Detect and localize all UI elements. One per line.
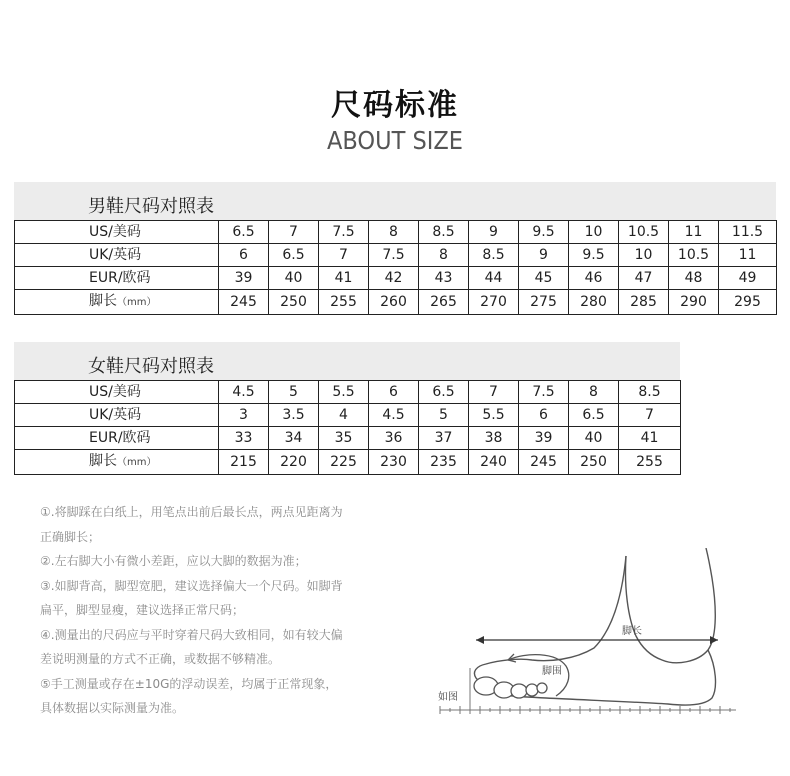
size-cell: 44 [469, 267, 519, 290]
men-size-section [14, 182, 777, 315]
note-line: 差说明测量的方式不正确，或数据不够精准。 [40, 652, 281, 666]
size-cell: 290 [669, 290, 719, 315]
table-row [15, 221, 777, 244]
size-cell: 10.5 [669, 244, 719, 267]
size-cell: 6.5 [219, 221, 269, 244]
table-row [15, 381, 681, 404]
table-row [15, 404, 681, 427]
page-subtitle: ABOUT SIZE [327, 126, 463, 155]
size-cell: 250 [269, 290, 319, 315]
men-size-table [14, 220, 777, 315]
size-cell: 4.5 [219, 381, 269, 404]
size-cell: 3 [219, 404, 269, 427]
size-cell: 255 [319, 290, 369, 315]
size-cell: 48 [669, 267, 719, 290]
size-cell: 265 [419, 290, 469, 315]
size-cell: 33 [219, 427, 269, 450]
size-cell: 295 [719, 290, 777, 315]
size-cell: 43 [419, 267, 469, 290]
size-cell: 8.5 [419, 221, 469, 244]
size-cell: 10 [569, 221, 619, 244]
size-cell: 10 [619, 244, 669, 267]
foot-diagram [436, 548, 746, 723]
row-label [15, 244, 219, 267]
foot-length-label: 脚长 [622, 626, 642, 637]
size-cell: 11.5 [719, 221, 777, 244]
size-cell: 6.5 [569, 404, 619, 427]
row-label-text: EUR/欧码 [89, 270, 151, 286]
size-cell: 280 [569, 290, 619, 315]
size-cell: 7 [269, 221, 319, 244]
women-size-table [14, 380, 681, 475]
size-cell: 225 [319, 450, 369, 475]
size-cell: 38 [469, 427, 519, 450]
size-cell: 4 [319, 404, 369, 427]
women-size-title: 女鞋尺码对照表 [14, 342, 680, 380]
size-cell: 39 [219, 267, 269, 290]
size-cell: 35 [319, 427, 369, 450]
size-cell: 4.5 [369, 404, 419, 427]
size-cell: 255 [619, 450, 681, 475]
note-line: ②.左右脚大小有微小差距，应以大脚的数据为准； [40, 554, 307, 568]
size-cell: 42 [369, 267, 419, 290]
row-unit: （mm） [117, 297, 157, 308]
size-cell: 34 [269, 427, 319, 450]
size-cell: 9 [469, 221, 519, 244]
size-cell: 5.5 [319, 381, 369, 404]
size-cell: 245 [519, 450, 569, 475]
men-size-title: 男鞋尺码对照表 [14, 182, 776, 220]
table-row [15, 244, 777, 267]
size-cell: 8 [369, 221, 419, 244]
size-cell: 7 [469, 381, 519, 404]
row-label-text: EUR/欧码 [89, 430, 151, 446]
size-cell: 6.5 [269, 244, 319, 267]
row-label [15, 221, 219, 244]
row-label-text: 脚长 [89, 453, 117, 469]
row-label [15, 290, 219, 315]
size-cell: 230 [369, 450, 419, 475]
size-cell: 275 [519, 290, 569, 315]
row-label-text: UK/英码 [89, 247, 142, 263]
table-row [15, 427, 681, 450]
size-cell: 47 [619, 267, 669, 290]
size-cell: 39 [519, 427, 569, 450]
size-cell: 6 [369, 381, 419, 404]
size-cell: 8 [569, 381, 619, 404]
measurement-notes [40, 500, 400, 721]
size-cell: 9.5 [519, 221, 569, 244]
size-cell: 37 [419, 427, 469, 450]
note-line: 正确脚长； [40, 529, 101, 544]
size-cell: 41 [319, 267, 369, 290]
table-row [15, 290, 777, 315]
foot-illustration [436, 548, 746, 723]
size-cell: 7.5 [519, 381, 569, 404]
size-cell: 46 [569, 267, 619, 290]
row-label-text: US/美码 [89, 224, 141, 240]
row-label [15, 381, 219, 404]
note-line: ⑤手工测量或存在±10G的浮动误差，均属于正常现象， [40, 676, 338, 691]
size-cell: 7 [619, 404, 681, 427]
note-line: ④.测量出的尺码应与平时穿着尺码大致相同，如有较大偏 [40, 627, 343, 642]
size-cell: 36 [369, 427, 419, 450]
size-cell: 41 [619, 427, 681, 450]
row-label [15, 267, 219, 290]
row-label [15, 404, 219, 427]
size-cell: 7.5 [319, 221, 369, 244]
size-cell: 7 [319, 244, 369, 267]
size-cell: 9.5 [569, 244, 619, 267]
size-cell: 40 [569, 427, 619, 450]
foot-girth-label: 脚围 [542, 666, 562, 677]
table-row [15, 267, 777, 290]
size-cell: 45 [519, 267, 569, 290]
women-size-section [14, 342, 681, 475]
size-cell: 9 [519, 244, 569, 267]
size-cell: 6.5 [419, 381, 469, 404]
table-row [15, 450, 681, 475]
row-label [15, 427, 219, 450]
note-line: 具体数据以实际测量为准。 [40, 701, 185, 715]
size-cell: 6 [219, 244, 269, 267]
size-cell: 8 [419, 244, 469, 267]
size-cell: 215 [219, 450, 269, 475]
size-cell: 8.5 [619, 381, 681, 404]
size-cell: 6 [519, 404, 569, 427]
size-cell: 5 [419, 404, 469, 427]
note-line: ①.将脚踩在白纸上，用笔点出前后最长点，两点见距离为 [40, 505, 343, 519]
size-cell: 3.5 [269, 404, 319, 427]
note-line: ③.如脚背高，脚型宽肥，建议选择偏大一个尺码。如脚背 [40, 578, 343, 593]
row-label-text: 脚长 [89, 293, 117, 309]
diagram-caption: 如图 [438, 692, 458, 703]
size-cell: 11 [719, 244, 777, 267]
size-cell: 7.5 [369, 244, 419, 267]
size-cell: 240 [469, 450, 519, 475]
size-cell: 270 [469, 290, 519, 315]
size-cell: 235 [419, 450, 469, 475]
row-label-text: UK/英码 [89, 407, 142, 423]
size-cell: 245 [219, 290, 269, 315]
size-cell: 5.5 [469, 404, 519, 427]
size-cell: 8.5 [469, 244, 519, 267]
row-unit: （mm） [117, 457, 157, 468]
size-cell: 11 [669, 221, 719, 244]
note-line: 扁平，脚型显瘦，建议选择正常尺码； [40, 603, 245, 617]
row-label [15, 450, 219, 475]
page-title: 尺码标准 [331, 88, 459, 123]
row-label-text: US/美码 [89, 384, 141, 400]
size-cell: 49 [719, 267, 777, 290]
size-cell: 5 [269, 381, 319, 404]
size-cell: 260 [369, 290, 419, 315]
size-cell: 250 [569, 450, 619, 475]
size-cell: 220 [269, 450, 319, 475]
size-cell: 285 [619, 290, 669, 315]
size-cell: 40 [269, 267, 319, 290]
size-cell: 10.5 [619, 221, 669, 244]
